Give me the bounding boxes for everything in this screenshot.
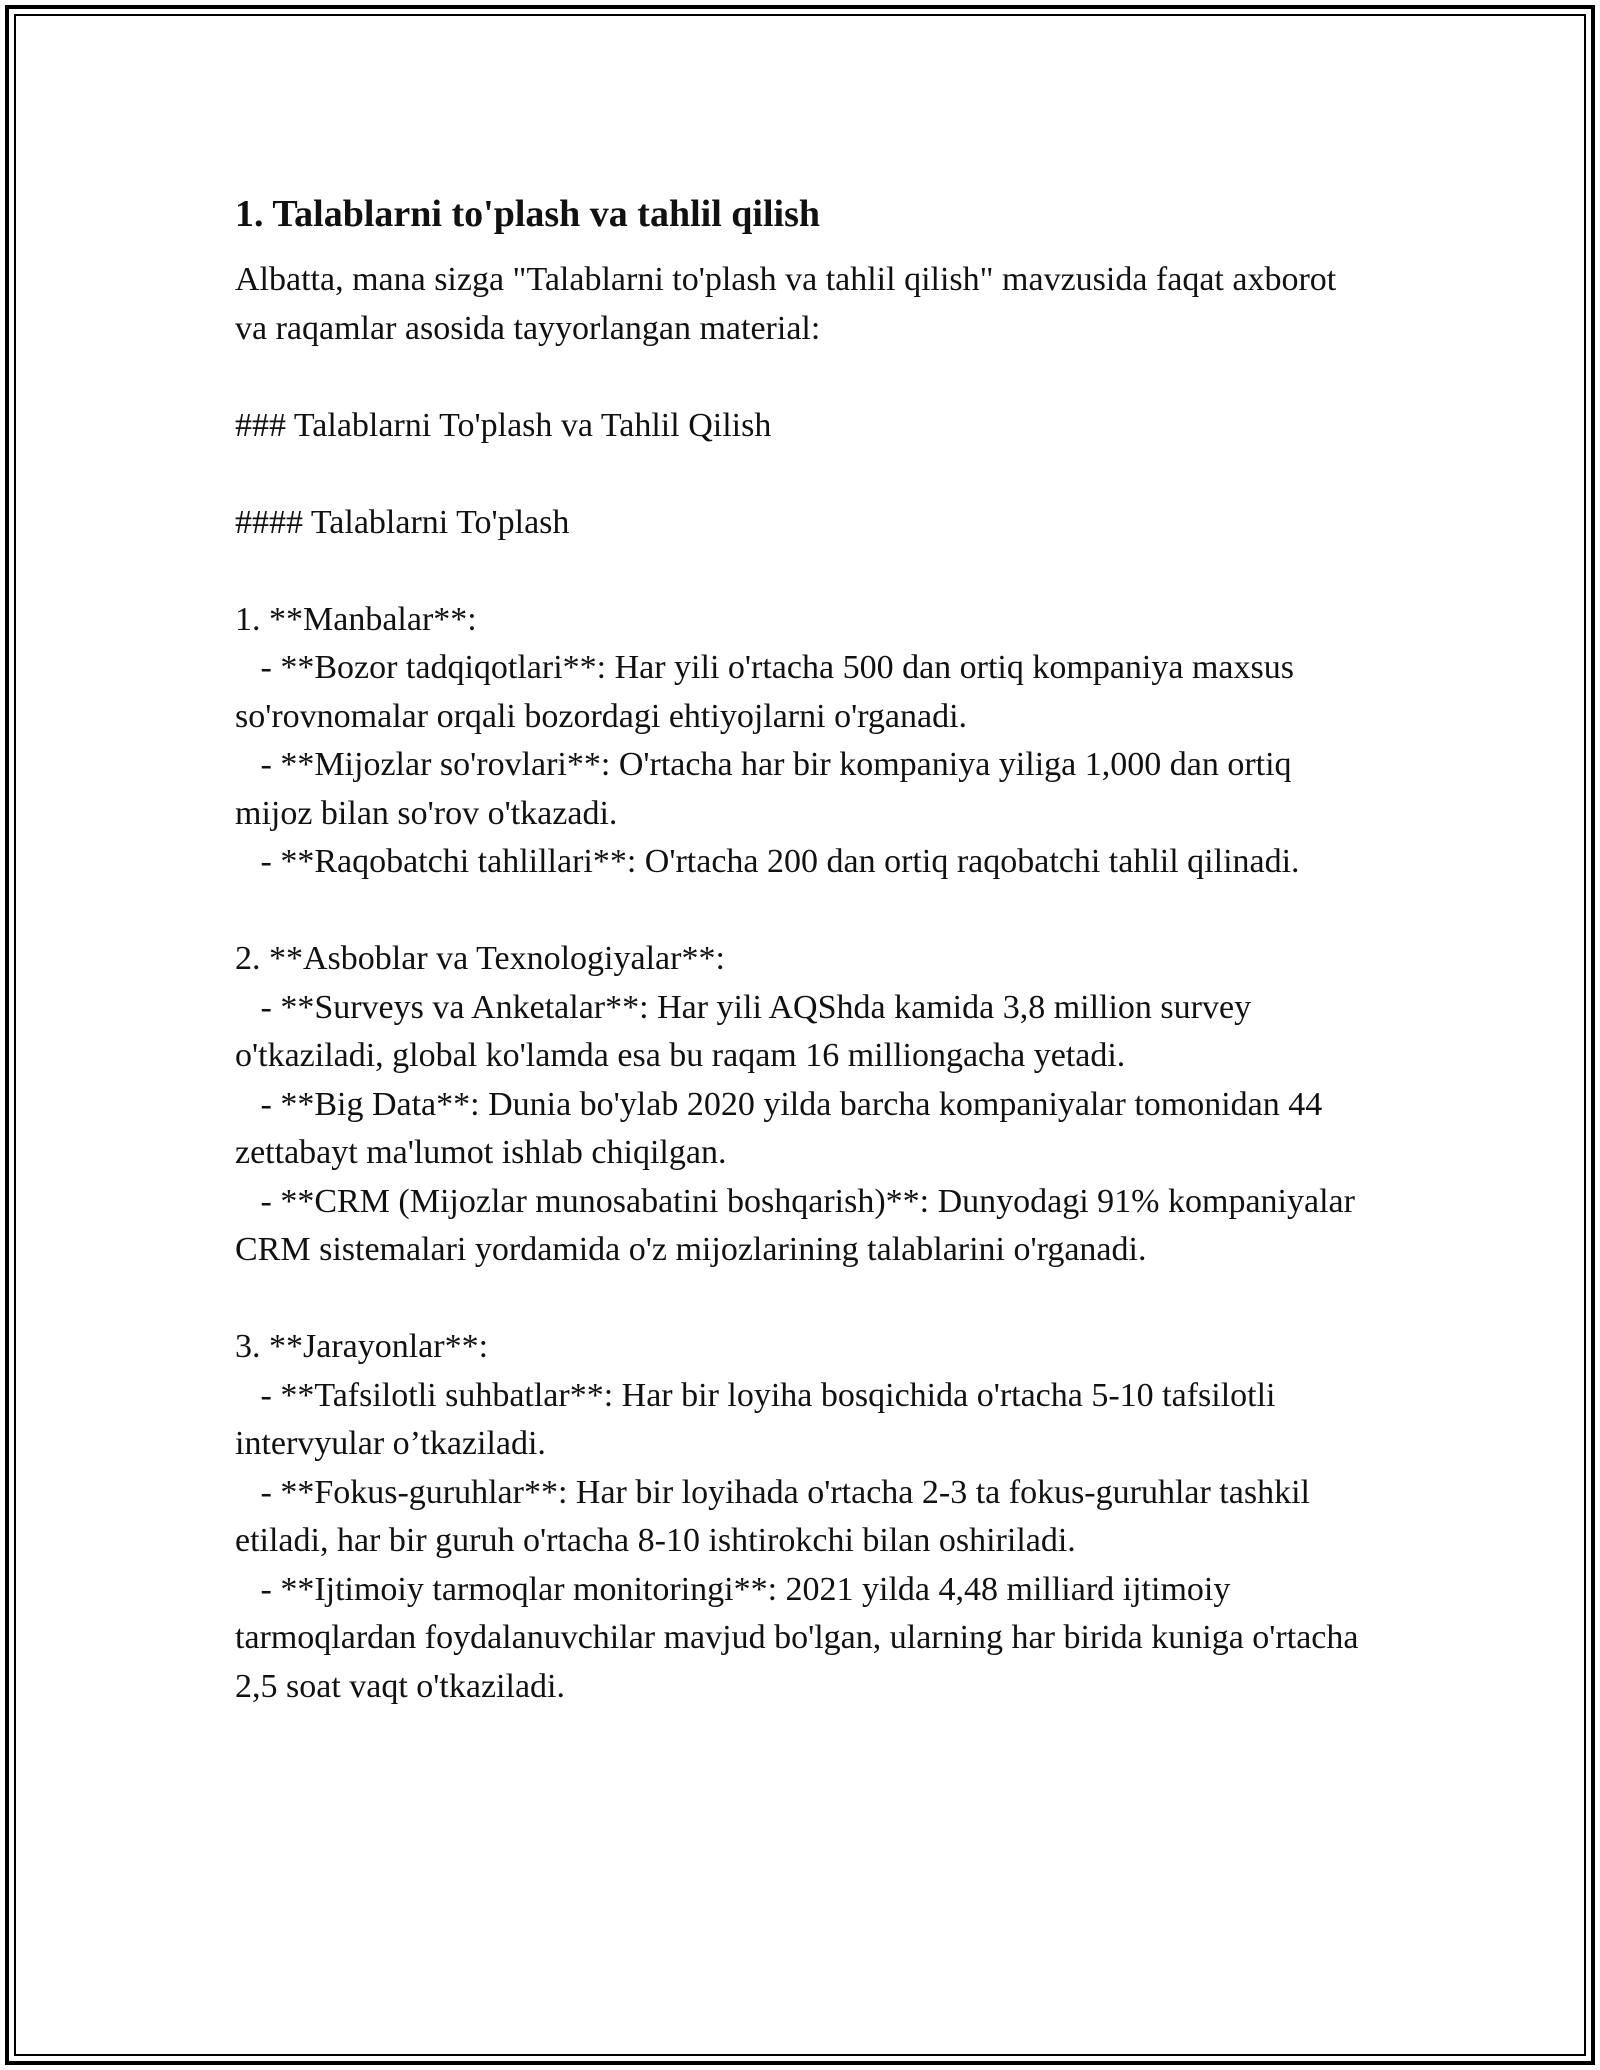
list-item: - **Ijtimoiy tarmoqlar monitoringi**: 2021 yilda 4,48 milliard ijtimoiy tarmoqlardan foydalanuvchilar mavjud bo'lgan, ularning har birida kuniga o'rtacha 2,5 soat vaqt o'tkaziladi.	[235, 1570, 1367, 1705]
list-item: - **Big Data**: Dunia bo'ylab 2020 yilda barcha kompaniyalar tomonidan 44 zettabayt ma'lumot ishlab chiqilgan.	[235, 1085, 1331, 1171]
spacer	[235, 547, 1375, 596]
list-item: - **Fokus-guruhlar**: Har bir loyihada o'rtacha 2-3 ta fokus-guruhlar tashkil etiladi, har bir guruh o'rtacha 8-10 ishtirokchi bilan oshiriladi.	[235, 1473, 1319, 1559]
heading-level-3: ### Talablarni To'plash va Tahlil Qilish	[235, 406, 772, 444]
heading-level-4: #### Talablarni To'plash	[235, 503, 570, 541]
section-heading: 2. **Asboblar va Texnologiyalar**:	[235, 940, 725, 977]
spacer	[235, 887, 1375, 936]
list-item: - **Tafsilotli suhbatlar**: Har bir loyiha bosqichida o'rtacha 5-10 tafsilotli intervyular o’tkaziladi.	[235, 1376, 1285, 1462]
document-title: 1. Talablarni to'plash va tahlil qilish	[235, 193, 820, 235]
section-heading: 1. **Manbalar**:	[235, 600, 477, 638]
spacer	[235, 353, 1375, 402]
list-item: - **Mijozlar so'rovlari**: O'rtacha har bir kompaniya yiliga 1,000 dan ortiq mijoz bilan so'rov o'tkazadi.	[235, 746, 1301, 832]
intro-paragraph: Albatta, mana sizga "Talablarni to'plash va tahlil qilish" mavzusida faqat axborot va raqamlar asosida tayyorlangan material:	[235, 261, 1345, 347]
section-heading: 3. **Jarayonlar**:	[235, 1328, 489, 1365]
document-body	[235, 188, 1375, 1711]
section-manbalar	[235, 596, 1375, 887]
spacer	[235, 1275, 1375, 1324]
spacer	[235, 450, 1375, 499]
list-item: - **Bozor tadqiqotlari**: Har yili o'rtacha 500 dan ortiq kompaniya maxsus so'rovnomalar orqali bozordagi ehtiyojlarni o'rganadi.	[235, 649, 1303, 735]
section-asboblar	[235, 935, 1375, 1275]
list-item: - **Raqobatchi tahlillari**: O'rtacha 200 dan ortiq raqobatchi tahlil qilinadi.	[235, 843, 1300, 880]
list-item: - **Surveys va Anketalar**: Har yili AQShda kamida 3,8 million survey o'tkaziladi, global ko'lamda esa bu raqam 16 milliongacha yetadi.	[235, 988, 1260, 1074]
section-jarayonlar	[235, 1323, 1375, 1711]
list-item: - **CRM (Mijozlar munosabatini boshqarish)**: Dunyodagi 91% kompaniyalar CRM sistemalari yordamida o'z mijozlarining talablarini o'rganadi.	[235, 1182, 1364, 1268]
